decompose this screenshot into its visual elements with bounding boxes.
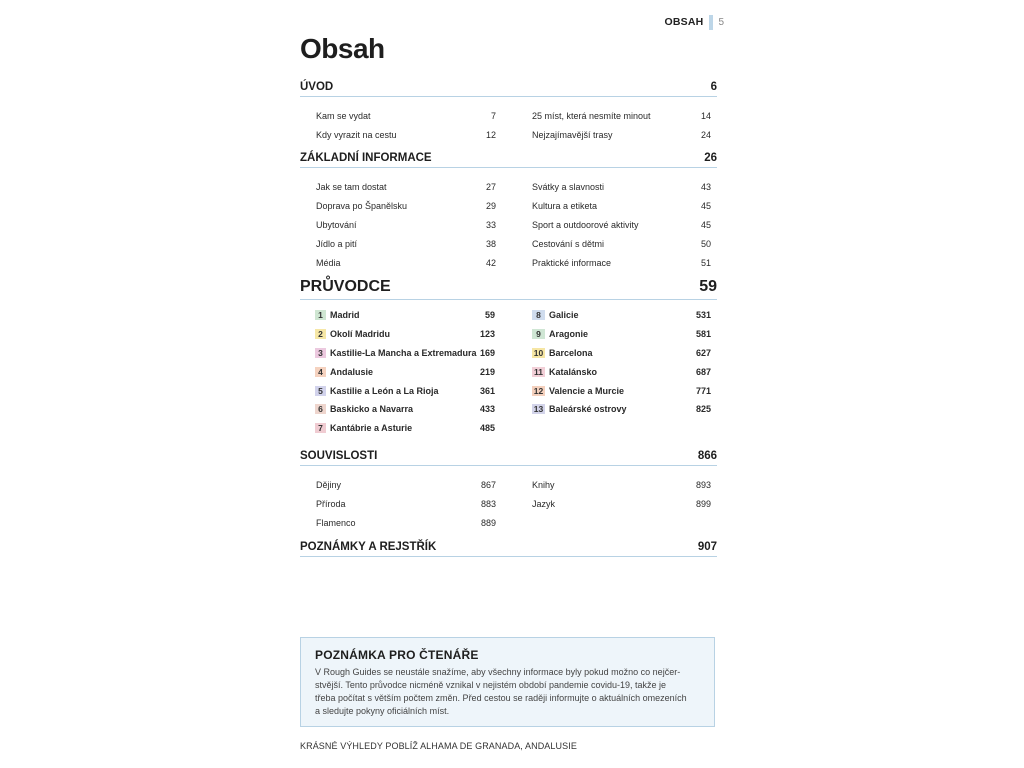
toc-entry[interactable] — [532, 197, 711, 216]
toc-entry[interactable] — [316, 126, 496, 145]
toc-column-left — [316, 476, 496, 532]
toc-entry-page: 12 — [485, 130, 496, 141]
toc-entry[interactable] — [316, 178, 496, 197]
reader-note-line: V Rough Guides se neustále snažíme, aby všechny informace byly pokud možno co nejčer- — [315, 667, 681, 677]
toc-entry-page: 43 — [700, 182, 711, 193]
chapter-number-badge: 6 — [315, 404, 326, 414]
section-heading[interactable] — [300, 148, 717, 168]
chapter-label: Kastilie a León a La Rioja — [330, 385, 439, 396]
toc-column-left — [316, 178, 496, 272]
chapter-page: 581 — [695, 329, 711, 340]
toc-entry[interactable] — [316, 476, 496, 495]
chapter-label: Galicie — [549, 310, 579, 321]
chapter-entry[interactable] — [532, 306, 711, 325]
running-header-bar — [709, 15, 713, 30]
section-page: 907 — [697, 541, 717, 553]
toc-page — [300, 0, 724, 768]
chapter-label: Valencie a Murcie — [549, 385, 625, 396]
chapter-page: 219 — [479, 366, 495, 377]
chapter-page: 361 — [479, 385, 495, 396]
section-heading[interactable] — [300, 276, 717, 300]
toc-entry[interactable] — [532, 107, 711, 126]
section-zakladni-informace — [300, 148, 717, 272]
chapter-page: 825 — [695, 404, 711, 415]
toc-entry-page: 899 — [695, 499, 711, 510]
running-header — [665, 14, 724, 30]
chapter-number-badge: 7 — [315, 423, 326, 433]
chapter-number-badge: 3 — [315, 348, 326, 358]
toc-entry-label: Kam se vydat — [316, 111, 371, 122]
toc-column-right — [532, 476, 711, 532]
toc-entry[interactable] — [532, 178, 711, 197]
toc-entry[interactable] — [316, 234, 496, 253]
section-page: 6 — [710, 81, 717, 93]
toc-entry[interactable] — [316, 107, 496, 126]
chapter-entry[interactable] — [532, 400, 711, 419]
toc-entry[interactable] — [316, 514, 496, 533]
chapter-number-badge: 2 — [315, 329, 326, 339]
chapter-entry[interactable] — [315, 344, 495, 363]
section-heading[interactable] — [300, 537, 717, 557]
toc-entry-label: Doprava po Španělsku — [316, 201, 408, 212]
chapter-number-badge: 12 — [533, 385, 544, 396]
chapter-page: 433 — [479, 404, 495, 415]
page-title: Obsah — [300, 33, 385, 64]
chapter-number-badge: 11 — [534, 366, 543, 377]
chapter-page: 531 — [695, 310, 711, 321]
toc-entry-label: Dějiny — [316, 480, 342, 491]
chapter-entry[interactable] — [532, 362, 711, 381]
toc-entry[interactable] — [316, 253, 496, 272]
section-souvislosti — [300, 446, 717, 532]
chapter-entry[interactable] — [315, 381, 495, 400]
chapter-entry[interactable] — [315, 419, 495, 438]
toc-entry[interactable] — [532, 126, 711, 145]
toc-entry-page: 50 — [700, 238, 711, 249]
toc-entry-page: 7 — [490, 111, 496, 122]
section-title: POZNÁMKY A REJSTŘÍK — [300, 541, 437, 553]
chapter-entry[interactable] — [315, 306, 495, 325]
toc-entry[interactable] — [532, 234, 711, 253]
chapter-page: 687 — [695, 366, 711, 377]
toc-entry-page: 42 — [485, 257, 496, 268]
running-header-label: OBSAH — [664, 16, 704, 28]
toc-entry-page: 889 — [480, 517, 496, 528]
chapter-number-badge: 10 — [533, 347, 544, 358]
toc-column-right — [532, 306, 711, 438]
toc-entry-label: Sport a outdoorové aktivity — [532, 219, 639, 230]
toc-entry-page: 883 — [480, 499, 496, 510]
section-heading[interactable] — [300, 446, 717, 466]
section-title: SOUVISLOSTI — [300, 450, 378, 462]
toc-entry-page: 867 — [480, 480, 496, 491]
toc-entry-label: Svátky a slavnosti — [532, 182, 605, 193]
section-heading[interactable] — [300, 77, 717, 97]
reader-note-line: a sledujte pokyny oficiálních míst. — [315, 706, 450, 716]
chapter-label: Kantábrie a Asturie — [330, 423, 413, 434]
toc-column-left — [316, 107, 496, 145]
toc-entry-label: Jazyk — [532, 499, 556, 510]
chapter-label: Kastilie-La Mancha a Extremadura — [330, 347, 477, 358]
reader-note-text — [315, 666, 702, 718]
toc-entry-page: 27 — [485, 182, 496, 193]
toc-entry-label: Knihy — [532, 480, 555, 491]
toc-entry-page: 14 — [700, 111, 711, 122]
toc-entry-page: 51 — [700, 257, 711, 268]
chapter-label: Aragonie — [549, 329, 589, 340]
chapter-label: Katalánsko — [549, 366, 598, 377]
section-pruvodce — [300, 276, 717, 438]
toc-column-left — [315, 306, 495, 438]
toc-entry-label: Kdy vyrazit na cestu — [316, 130, 397, 141]
toc-entry-label: Příroda — [316, 499, 346, 510]
chapter-label: Baleárské ostrovy — [549, 404, 627, 415]
toc-entry-label: 25 míst, která nesmíte minout — [532, 111, 651, 122]
chapter-entry[interactable] — [315, 400, 495, 419]
chapter-number-badge: 1 — [315, 310, 326, 320]
section-uvod — [300, 77, 717, 145]
toc-entry-label: Kultura a etiketa — [532, 201, 598, 212]
toc-entry[interactable] — [532, 216, 711, 235]
toc-entry-label: Jak se tam dostat — [316, 182, 387, 193]
toc-entry-page: 29 — [485, 201, 496, 212]
toc-entry-page: 33 — [485, 219, 496, 230]
chapter-entry[interactable] — [532, 344, 711, 363]
toc-entry[interactable] — [532, 476, 711, 495]
section-page: 866 — [697, 450, 717, 462]
chapter-page: 771 — [695, 385, 711, 396]
chapter-label: Andalusie — [330, 366, 374, 377]
chapter-number-badge: 4 — [315, 367, 326, 377]
chapter-number-badge: 13 — [533, 404, 544, 415]
photo-caption: KRÁSNÉ VÝHLEDY POBLÍŽ ALHAMA DE GRANADA, ANDALUSIE — [300, 741, 577, 751]
toc-entry-page: 893 — [695, 480, 711, 491]
toc-entry-label: Nejzajímavější trasy — [532, 130, 613, 141]
toc-entry-label: Média — [316, 257, 341, 268]
toc-entry-page: 45 — [700, 201, 711, 212]
chapter-label: Baskicko a Navarra — [330, 404, 414, 415]
chapter-page: 59 — [484, 310, 495, 321]
chapter-entry[interactable] — [532, 325, 711, 344]
toc-entry[interactable] — [532, 253, 711, 272]
toc-entry[interactable] — [532, 495, 711, 514]
section-poznamky-a-rejstrik — [300, 537, 717, 557]
toc-entry-label: Flamenco — [316, 517, 356, 528]
reader-note-line: třeba počítat s větším počtem změn. Před cestou se raději informujte o aktuálních omezeních — [315, 693, 687, 703]
chapter-page: 627 — [695, 347, 711, 358]
chapter-page: 169 — [479, 347, 495, 358]
chapter-entry[interactable] — [315, 362, 495, 381]
reader-note-line: stvější. Tento průvodce nicméně vznikal v nejistém období pandemie covidu-19, takže je — [315, 680, 667, 690]
section-title: PRŮVODCE — [300, 278, 391, 295]
toc-entry[interactable] — [316, 197, 496, 216]
section-page: 59 — [699, 278, 717, 295]
toc-entry-label: Praktické informace — [532, 257, 612, 268]
toc-column-right — [532, 178, 711, 272]
chapter-number-badge: 9 — [532, 329, 545, 339]
page-number: 5 — [718, 16, 724, 28]
chapter-entry[interactable] — [532, 381, 711, 400]
toc-entry-page: 45 — [700, 219, 711, 230]
chapter-label: Barcelona — [549, 347, 593, 358]
reader-note-title: POZNÁMKA PRO ČTENÁŘE — [315, 648, 479, 662]
toc-entry-label: Ubytování — [316, 219, 357, 230]
chapter-entry[interactable] — [315, 325, 495, 344]
section-page: 26 — [704, 152, 717, 164]
toc-entry-page: 24 — [700, 130, 711, 141]
chapter-number-badge: 8 — [532, 310, 545, 320]
chapter-label: Okolí Madridu — [330, 329, 391, 340]
toc-entry-page: 38 — [485, 238, 496, 249]
section-title: ZÁKLADNÍ INFORMACE — [300, 152, 432, 164]
chapter-page: 123 — [479, 329, 495, 340]
chapter-label: Madrid — [330, 310, 360, 321]
chapter-number-badge: 5 — [315, 386, 326, 396]
section-title: ÚVOD — [300, 81, 334, 93]
toc-entry-label: Cestování s dětmi — [532, 238, 605, 249]
toc-column-right — [532, 107, 711, 145]
toc-entry-label: Jídlo a pití — [316, 238, 358, 249]
toc-entry[interactable] — [316, 495, 496, 514]
toc-entry[interactable] — [316, 216, 496, 235]
chapter-page: 485 — [479, 423, 495, 434]
reader-note-box — [300, 637, 715, 727]
